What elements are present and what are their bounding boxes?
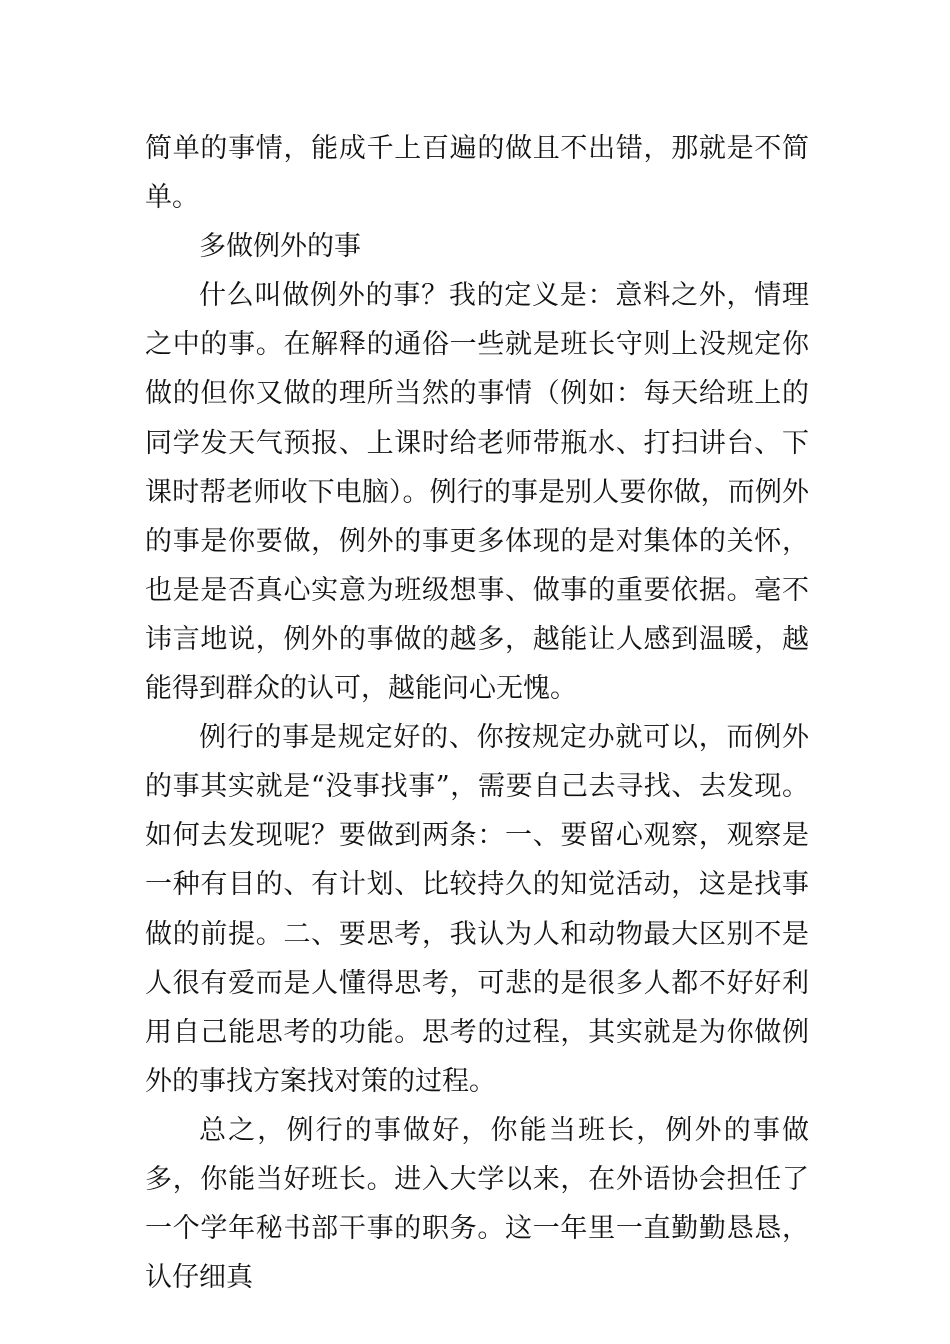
paragraph-continuation: 简单的事情，能成千上百遍的做且不出错，那就是不简单。 [145,133,809,214]
section-heading: 多做例外的事 [199,231,361,263]
paragraph-how-to-find: 例行的事是规定好的、你按规定办就可以，而例外的事其实就是“没事找事”，需要自己去寻找、去发现。如何去发现呢？要做到两条：一、要留心观察，观察是一种有目的、有计划、比较持久的知觉活动，这是找事做的前提。二、要思考，我认为人和动物最大区别不是人很有爱而是人懂得思考，可悲的是很多人都不好好利用自己能思考的功能。思考的过程，其实就是为你做例外的事找方案找对策的过程。 [145,722,809,1097]
paragraph-conclusion: 总之，例行的事做好，你能当班长，例外的事做多，你能当好班长。进入大学以来，在外语协会担任了一个学年秘书部干事的职务。这一年里一直勤勤恳恳，认仔细真 [145,1114,809,1294]
paragraph-definition: 什么叫做例外的事？我的定义是：意料之外，情理之中的事。在解释的通俗一些就是班长守则上没规定你做的但你又做的理所当然的事情（例如：每天给班上的同学发天气预报、上课时给老师带瓶水、打扫讲台、下课时帮老师收下电脑）。例行的事是别人要你做，而例外的事是你要做，例外的事更多体现的是对集体的关怀，也是是否真心实意为班级想事、做事的重要依据。毫不讳言地说，例外的事做的越多，越能让人感到温暖，越能得到群众的认可，越能问心无愧。 [145,280,809,705]
document-body [145,124,809,1302]
